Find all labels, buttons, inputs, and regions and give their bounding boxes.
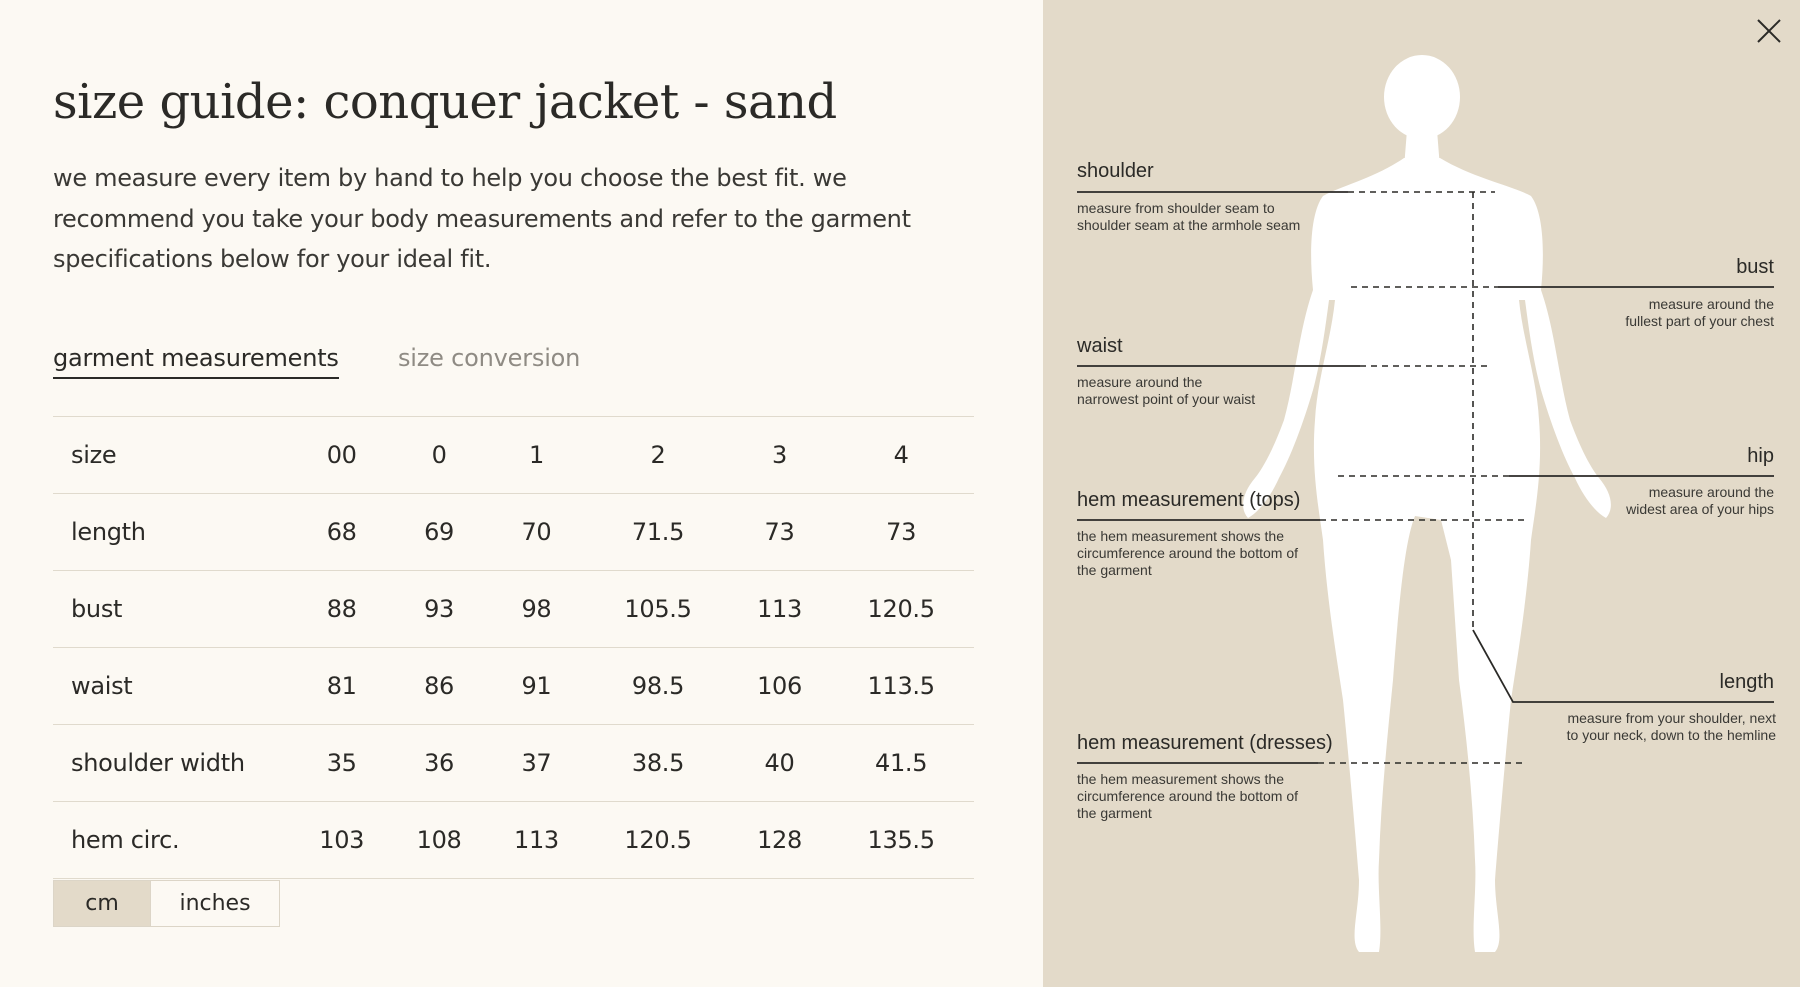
header-size: 00 bbox=[293, 417, 390, 494]
table-cell: 35 bbox=[293, 725, 390, 802]
table-cell: 113.5 bbox=[828, 648, 974, 725]
close-icon bbox=[1752, 14, 1786, 48]
bust-desc-line: fullest part of your chest bbox=[1625, 313, 1774, 329]
hem-tops-desc-line: circumference around the bottom of bbox=[1077, 545, 1299, 561]
table-row bbox=[53, 725, 974, 802]
close-button[interactable] bbox=[1752, 14, 1786, 48]
table-cell: 86 bbox=[390, 648, 487, 725]
table-cell: 40 bbox=[731, 725, 828, 802]
garment-measurements-table bbox=[53, 416, 974, 879]
hip-desc-line: widest area of your hips bbox=[1626, 501, 1774, 517]
header-size: 4 bbox=[828, 417, 974, 494]
hem-dresses-description bbox=[1077, 771, 1298, 822]
table-cell: 37 bbox=[488, 725, 585, 802]
hip-label: hip bbox=[1747, 445, 1774, 467]
waist-desc-line: measure around the bbox=[1077, 374, 1203, 390]
hem-tops-desc-line: the garment bbox=[1077, 562, 1152, 578]
row-label: shoulder width bbox=[53, 725, 293, 802]
waist-description bbox=[1077, 374, 1255, 408]
bust-description bbox=[1625, 296, 1774, 330]
table-cell: 71.5 bbox=[585, 494, 731, 571]
table-cell: 91 bbox=[488, 648, 585, 725]
length-desc-line: to your neck, down to the hemline bbox=[1566, 727, 1776, 743]
table-cell: 69 bbox=[390, 494, 487, 571]
table-cell: 120.5 bbox=[828, 571, 974, 648]
table-cell: 36 bbox=[390, 725, 487, 802]
hip-description bbox=[1626, 484, 1774, 518]
waist-desc-line: narrowest point of your waist bbox=[1077, 391, 1256, 407]
row-label: bust bbox=[53, 571, 293, 648]
table-cell: 73 bbox=[828, 494, 974, 571]
waist-label: waist bbox=[1077, 335, 1123, 357]
table-cell: 103 bbox=[293, 802, 390, 879]
header-size: 3 bbox=[731, 417, 828, 494]
hem-tops-description bbox=[1077, 528, 1298, 579]
row-label: length bbox=[53, 494, 293, 571]
table-cell: 73 bbox=[731, 494, 828, 571]
row-label: hem circ. bbox=[53, 802, 293, 879]
tab-size-conversion[interactable]: size conversion bbox=[398, 344, 581, 372]
table-cell: 88 bbox=[293, 571, 390, 648]
header-label: size bbox=[53, 417, 293, 494]
table-cell: 113 bbox=[731, 571, 828, 648]
shoulder-desc-line: shoulder seam at the armhole seam bbox=[1077, 217, 1301, 233]
measurement-diagram-panel bbox=[1043, 0, 1800, 987]
table-cell: 98.5 bbox=[585, 648, 731, 725]
table-header-row bbox=[53, 417, 974, 494]
page-title: size guide: conquer jacket - sand bbox=[53, 74, 837, 130]
table-cell: 105.5 bbox=[585, 571, 731, 648]
table-cell: 38.5 bbox=[585, 725, 731, 802]
table-cell: 93 bbox=[390, 571, 487, 648]
row-label: waist bbox=[53, 648, 293, 725]
header-size: 2 bbox=[585, 417, 731, 494]
length-description bbox=[1567, 710, 1776, 744]
table-cell: 41.5 bbox=[828, 725, 974, 802]
table-cell: 70 bbox=[488, 494, 585, 571]
table-cell: 68 bbox=[293, 494, 390, 571]
table-row bbox=[53, 571, 974, 648]
hem-dresses-desc-line: the garment bbox=[1077, 805, 1152, 821]
bust-label: bust bbox=[1736, 256, 1774, 278]
header-size: 0 bbox=[390, 417, 487, 494]
intro-text: we measure every item by hand to help you choose the best fit. we recommend you take your body measurements and refer to the garment specifications below for your ideal fit. bbox=[53, 164, 911, 273]
header-size: 1 bbox=[488, 417, 585, 494]
tab-garment-measurements[interactable]: garment measurements bbox=[53, 344, 339, 379]
table-cell: 113 bbox=[488, 802, 585, 879]
table-cell: 108 bbox=[390, 802, 487, 879]
shoulder-desc-line: measure from shoulder seam to bbox=[1077, 200, 1275, 216]
unit-inches-button[interactable]: inches bbox=[150, 881, 279, 926]
hem-dresses-desc-line: the hem measurement shows the bbox=[1077, 771, 1284, 787]
unit-cm-button[interactable]: cm bbox=[54, 881, 150, 926]
hem-dresses-label: hem measurement (dresses) bbox=[1077, 732, 1333, 754]
table-row bbox=[53, 802, 974, 879]
hem-tops-desc-line: the hem measurement shows the bbox=[1077, 528, 1284, 544]
table-row bbox=[53, 648, 974, 725]
shoulder-description bbox=[1077, 200, 1300, 234]
table-cell: 106 bbox=[731, 648, 828, 725]
table-cell: 98 bbox=[488, 571, 585, 648]
table-row bbox=[53, 494, 974, 571]
table-cell: 81 bbox=[293, 648, 390, 725]
bust-desc-line: measure around the bbox=[1648, 296, 1774, 312]
shoulder-label: shoulder bbox=[1077, 160, 1154, 182]
hem-dresses-desc-line: circumference around the bottom of bbox=[1077, 788, 1299, 804]
unit-toggle bbox=[53, 880, 280, 927]
hem-tops-label: hem measurement (tops) bbox=[1077, 489, 1301, 511]
table-cell: 135.5 bbox=[828, 802, 974, 879]
hip-desc-line: measure around the bbox=[1648, 484, 1774, 500]
table-cell: 128 bbox=[731, 802, 828, 879]
table-cell: 120.5 bbox=[585, 802, 731, 879]
length-desc-line: measure from your shoulder, next bbox=[1567, 710, 1776, 726]
length-label: length bbox=[1719, 671, 1774, 693]
